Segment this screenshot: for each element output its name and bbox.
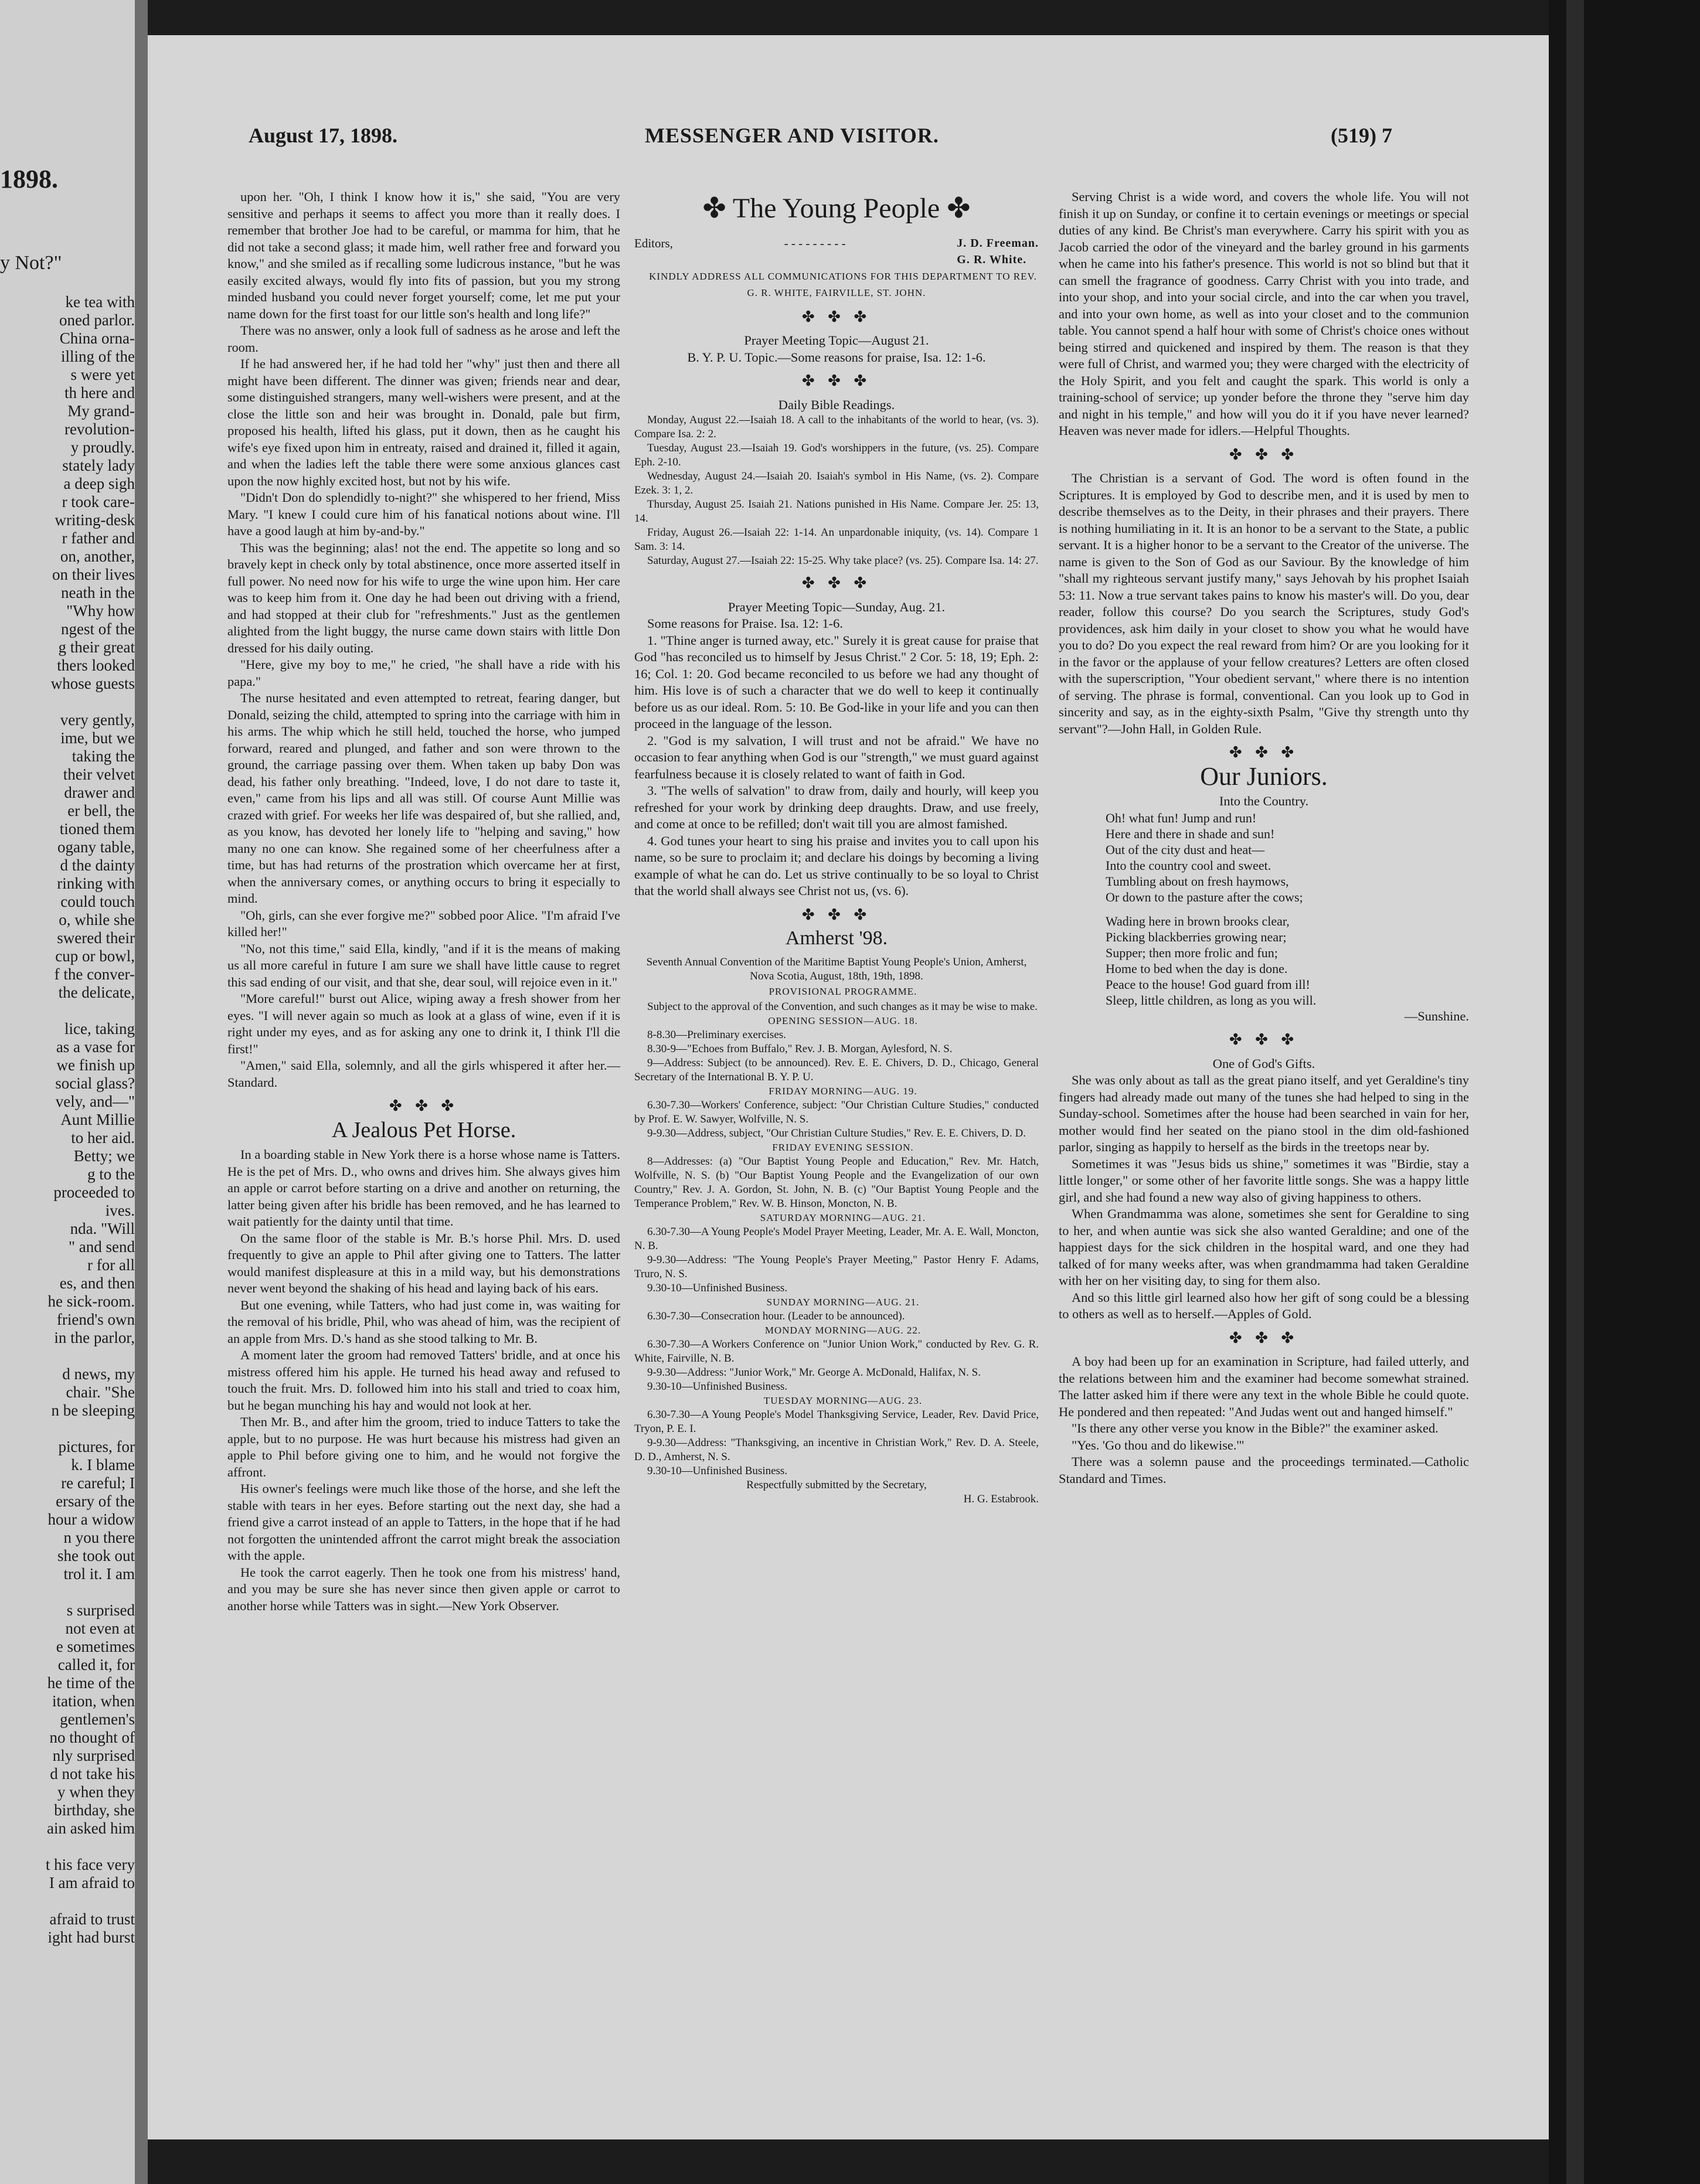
reading-item: Tuesday, August 23.—Isaiah 19. God's worshippers in the future, (vs. 25). Compare Eph. 2-10. [634, 442, 1039, 468]
paragraph: On the same floor of the stable is Mr. B.'s horse Phil. Mrs. D. used frequently to give an apple to Phil after giving one to Tatters. The latter would manifest displeasure at this in a mild way, but his demonstrations never went beyond the shaking of his head and laying back of his ears. [227, 1230, 620, 1295]
paragraph: "Didn't Don do splendidly to-night?" she whispered to her friend, Miss Mary. "I knew I could cure him of his fanatical notions about wine. I'll have a good laugh at him by-and-by." [227, 490, 620, 538]
session-item: 6.30-7.30—Consecration hour. (Leader to be announced). [647, 1310, 905, 1322]
paragraph: 4. God tunes your heart to sing his praise and invites you to call upon his name, so be sure to proclaim it; and declare his doings by becoming a living example of what he can do. Let us strive continually to be so loyal to Christ that the world shall always see Christ not us, (vs. 6). [634, 833, 1039, 898]
address-note: KINDLY ADDRESS ALL COMMUNICATIONS FOR THIS DEPARTMENT TO REV. G. R. WHITE, FAIRVILLE, ST. JOHN. [649, 270, 1037, 298]
paragraph: "Amen," said Ella, solemnly, and all the girls whispered it after her.—Standard. [227, 1058, 620, 1090]
poem-line: Tumbling about on fresh haymows, [1106, 873, 1289, 889]
poem-line: Peace to the house! God guard from ill! [1106, 977, 1310, 992]
paragraph: And so this little girl learned also how her gift of song could be a blessing to others as well as to herself.—Apples of Gold. [1059, 1290, 1469, 1321]
session-item: 8-8.30—Preliminary exercises. [647, 1029, 786, 1041]
paragraph: upon her. "Oh, I think I know how it is," she said, "You are very sensitive and perhaps it seems to affect you more than it really does. I remember that brother Joe had to be careful, or mamma for him, that he did not take a second glass; it made him, well rather free and forward you know," and she smiled as if recalling some ludicrous instance, "but he was easily excited always, would fly into fits of passion, but you my strong minded husband you could never forget yourself; come, let me put your name down for the first toast for our little son's health and long life?" [227, 189, 620, 321]
session-item: 9.30-10—Unfinished Business. [647, 1380, 788, 1393]
section-divider: ✤ ✤ ✤ [1229, 1031, 1299, 1048]
servant-article [1059, 470, 1469, 737]
paragraph: His owner's feelings were much like those of the horse, and she left the stable with tears in her eyes. Before starting out the next day, she had a friend give a carrot instead of an apple to Tatters, in the hope that if he had not forgotten the unintended affront the carrot might break the association with the apple. [227, 1481, 620, 1563]
section-divider: ✤ ✤ ✤ [1229, 1329, 1299, 1346]
session-heading: SATURDAY MORNING—AUG. 21. [760, 1212, 926, 1223]
section-divider: ✤ ✤ ✤ [389, 1097, 459, 1114]
sunday-topic-body [634, 632, 1039, 900]
poem-line: Supper; then more frolic and fun; [1106, 945, 1278, 960]
paragraph: She was only about as tall as the great piano itself, and yet Geraldine's tiny fingers had already made out many of the tunes she had helped to sing in the Sunday-school. Sometimes after the house had been searched in vain for her, mother would find her seated on the piano stool in the dim old-fashioned parlor, singing as happily to herself as the birds in the treetops near by. [1059, 1073, 1469, 1154]
paragraph: There was no answer, only a look full of sadness as he arose and left the room. [227, 323, 620, 355]
session-item: 6.30-7.30—A Workers Conference on "Junior Union Work," conducted by Rev. G. R. White, Fairville, N. B. [634, 1338, 1039, 1365]
section-divider: ✤ ✤ ✤ [801, 308, 872, 325]
paragraph: 2. "God is my salvation, I will trust and not be afraid." We have no occasion to fear anything when God is our "strength," we must guard against fearfulness because it is closely related to want of faith in God. [634, 733, 1039, 781]
bypu-topic: B. Y. P. U. Topic.—Some reasons for praise, Isa. 12: 1-6. [687, 349, 986, 365]
poem-stanza-1 [1106, 810, 1469, 905]
session-heading: FRIDAY EVENING SESSION. [772, 1142, 914, 1153]
editors-row [634, 235, 1039, 268]
session-item: 9.30-10—Unfinished Business. [647, 1465, 788, 1477]
editors-dashes: - - - - - - - - - [784, 236, 846, 250]
session-item: 6.30-7.30—A Young People's Model Thanksgiving Service, Leader, Rev. David Price, Tryon, P. E. I. [634, 1409, 1039, 1435]
paragraph: A boy had been up for an examination in Scripture, had failed utterly, and the relations between him and the examiner had become somewhat strained. The latter asked him if there were any text in the whole Bible he could quote. He pondered and then repeated: "And Judas went out and hanged himself." [1059, 1354, 1469, 1419]
paragraph: "Yes. 'Go thou and do likewise.'" [1072, 1437, 1245, 1452]
poem-line: Oh! what fun! Jump and run! [1106, 810, 1257, 825]
our-juniors-title: Our Juniors. [1200, 761, 1328, 791]
poem-title: Into the Country. [1219, 794, 1309, 808]
poem-line: Sleep, little children, as long as you will. [1106, 992, 1317, 1008]
paragraph: Then Mr. B., and after him the groom, tried to induce Tatters to take the apple, but to no purpose. He was hurt because his mistress had given an apple to Phil before giving one to him, and he would not forgive the affront. [227, 1414, 620, 1479]
paragraph: If he had answered her, if he had told her "why" just then and there all might have been different. The dinner was given; friends near and dear, some distinguished strangers, many well-wishers were present, and at the close the little son and heir was brought in. Donald, pale but firm, proposed his health, lifted his glass, put it down, then as he caught his wife's eye fixed upon him in entreaty, raised and drained it, filled it again, and when the ladies left the table there were some anxious glances cast upon the now highly excited host, but not by his wife. [227, 356, 620, 488]
sunday-topic: Prayer Meeting Topic—Sunday, Aug. 21. [727, 599, 946, 614]
poem-line: Here and there in shade and sun! [1106, 826, 1275, 841]
paragraph: "No, not this time," said Ella, kindly, "and if it is the means of making us all more careful in future I am sure we shall have little cause to regret this sad ending of our visit, and that she, dear soul, will rejoice even in it." [227, 941, 620, 989]
session-item: 9-9.30—Address, subject, "Our Christian Culture Studies," Rev. E. E. Chivers, D. D. [647, 1127, 1026, 1139]
session-item: 6.30-7.30—A Young People's Model Prayer Meeting, Leader, Mr. A. E. Wall, Moncton, N. B. [634, 1226, 1039, 1252]
paragraph: Sometimes it was "Jesus bids us shine," sometimes it was "Birdie, stay a little longer," or some other of her favorite little songs. She was a happy little girl, and she had found a new way also of giving happiness to others. [1059, 1156, 1469, 1205]
section-divider: ✤ ✤ ✤ [801, 906, 872, 923]
session-item: 9.30-10—Unfinished Business. [647, 1282, 788, 1294]
paragraph: When Grandmamma was alone, sometimes she sent for Geraldine to sing to her, and when auntie was sick she also wanted Geraldine; and one of the happiest days for the sick children in the hospital ward, and one they had talked of for many weeks after, was when grandmamma had taken Geraldine with her on her visiting day, to sing for them also. [1059, 1206, 1469, 1288]
examination-anecdote [1059, 1353, 1469, 1487]
previous-page-year: 1898. [0, 165, 58, 193]
serving-christ-article [1059, 189, 1469, 440]
gift-title: One of God's Gifts. [1212, 1056, 1315, 1071]
page-number: (519) 7 [1331, 124, 1392, 147]
poem-credit: —Sunshine. [1404, 1008, 1469, 1023]
editor-2: G. R. White. [957, 253, 1027, 266]
horse-article-title: A Jealous Pet Horse. [331, 1117, 516, 1142]
poem-line: Wading here in brown brooks clear, [1106, 913, 1290, 928]
session-item: 8.30-9—"Echoes from Buffalo," Rev. J. B. Morgan, Aylesford, N. S. [647, 1043, 953, 1055]
paragraph: The Christian is a servant of God. The word is often found in the Scriptures. It is employed by God to describe men, and it is used by men to describe themselves as to the Deity, in their phrases and their prayers. There is nothing humiliating in it. It is an honor to be a servant to the State, a public servant. It is a higher honor to be a servant to the Creator of the universe. The name is given to the Son of God as our Saviour. By the knowledge of him "shall my righteous servant justify many," says Jehovah by his prophet Isaiah 53: 11. Now a true servant takes pains to know his master's will. Do you, dear reader, follow this course? Do you search the Scriptures, study God's providences, ask him daily in your closet to show you what he would have you to do? Do you expect the real reward from him? Or are you looking for it in the favor or the applause of your fellow creatures? Letters are often closed with the superscription, "Your obedient servant," where there is no intention of serving. The phrase is formal, conventional. Can you look up to God in sincerity and say, as in the eighty-sixth Psalm, "Give thy strength unto thy servant"?—John Hall, in Golden Rule. [1059, 471, 1469, 736]
paragraph: Serving Christ is a wide word, and covers the whole life. You will not finish it up on Sunday, or confine it to certain evenings or meetings or special duties of any kind. Be Christ's man everywhere. Carry his spirit with you as Jacob carried the odor of the vineyard and the barley ground in his garments when he came into his father's presence. This world is not so blind but that it can smell the fragrance of goodness. Carry Christ with you into trade, and into your shop, and into your social circle, and into the car when you travel, and into your own home, as well as into your closet and to the communion table. You cannot spend a half hour with some of Christ's choice ones without being stirred and quickened and inspired by them. The reason is that they were full of Christ, and warmed you; they were charged with the electricity of the Holy Spirit, and you felt and caught the spark. This world is only a training-school of service; up yonder before the throne they "serve him day and night in his temple," and how will you do it if you have never learned? Heaven was never made for idlers.—Helpful Thoughts. [1059, 189, 1469, 438]
provisional-programme: PROVISIONAL PROGRAMME. [769, 985, 917, 997]
section-divider: ✤ ✤ ✤ [801, 574, 872, 591]
session-item: 9-9.30—Address: "Thanksgiving, an incentive in Christian Work," Rev. D. A. Steele, D. D., Amherst, N. S. [634, 1437, 1039, 1463]
editor-names [957, 235, 1039, 268]
poem-line: Picking blackberries growing near; [1106, 929, 1287, 944]
session-heading: MONDAY MORNING—AUG. 22. [764, 1325, 922, 1336]
signoff: Respectfully submitted by the Secretary, [746, 1479, 927, 1491]
amherst-subtitle: Seventh Annual Convention of the Maritime Baptist Young People's Union, Amherst, Nova Scotia, August, 18th, 19th, 1898. [646, 955, 1027, 982]
poem-line: Or down to the pasture after the cows; [1106, 889, 1303, 904]
young-people-title: ✤ The Young People ✤ [702, 193, 971, 224]
column-2 [634, 189, 1039, 1506]
page-gutter [135, 0, 148, 2184]
session-item: 9-9.30—Address: "The Young People's Prayer Meeting," Pastor Henry F. Adams, Truro, N. S. [634, 1254, 1039, 1280]
gift-article [1059, 1072, 1469, 1323]
paragraph: "Is there any other verse you know in the Bible?" the examiner asked. [1072, 1421, 1439, 1435]
poem-line: Out of the city dust and heat— [1106, 842, 1265, 857]
previous-page-title-fragment: y Not?" [0, 252, 62, 274]
session-item: 6.30-7.30—Workers' Conference, subject: "Our Christian Culture Studies," conducted by Prof. E. W. Sawyer, Wolfville, N. S. [634, 1099, 1039, 1125]
session-heading: OPENING SESSION—AUG. 18. [768, 1015, 918, 1026]
paragraph: "Oh, girls, can she ever forgive me?" sobbed poor Alice. "I'm afraid I've killed her!" [227, 907, 620, 939]
session-item: 9-9.30—Address: "Junior Work," Mr. George A. McDonald, Halifax, N. S. [647, 1366, 981, 1379]
reading-item: Monday, August 22.—Isaiah 18. A call to the inhabitants of the world to hear, (vs. 3). Compare Isa. 2: 2. [634, 414, 1039, 440]
reading-item: Thursday, August 25. Isaiah 21. Nations punished in His Name. Compare Jer. 25: 13, 14. [634, 498, 1039, 525]
reading-item: Friday, August 26.—Isaiah 22: 1-14. An unpardonable iniquity, (vs. 14). Compare 1 Sam. 3: 14. [634, 526, 1039, 553]
paragraph: He took the carrot eagerly. Then he took one from his mistress' hand, and you may be sure she has never since then given apple or carrot to another horse while Tatters was in sight.—New York Observer. [227, 1564, 620, 1613]
newspaper-title: MESSENGER AND VISITOR. [645, 124, 939, 147]
paragraph: "More careful!" burst out Alice, wiping away a fresh shower from her eyes. "I will never again so much as look at a glass of wine, even if it is right under my eyes, and as for asking any one to drink it, I think I'll die first!" [227, 991, 620, 1056]
paragraph: 3. "The wells of salvation" to draw from, daily and hourly, will keep you refreshed for your work by drinking deep draughts. Draw, and use freely, and come at once to be refilled; don't wait till you are almost famished. [634, 783, 1039, 831]
section-divider: ✤ ✤ ✤ [801, 372, 872, 389]
previous-page-fragment [0, 0, 135, 2184]
daily-readings-title: Daily Bible Readings. [778, 397, 895, 412]
poem-line: Home to bed when the day is done. [1106, 961, 1288, 976]
paragraph: In a boarding stable in New York there is a horse whose name is Tatters. He is the pet of Mrs. D., who owns and drives him. She always gives him an apple or carrot before starting on a drive and another on returning, the latter being given after his bridle has been removed, and he has learned to wait patiently for the dainty until that time. [227, 1147, 620, 1229]
paragraph: But one evening, while Tatters, who had just come in, was waiting for the removal of his bridle, Phil, who was ahead of him, was the recipient of an apple from Mrs. D.'s hand as she stood talking to Mr. B. [227, 1297, 620, 1346]
sunday-subtitle: Some reasons for Praise. Isa. 12: 1-6. [647, 616, 843, 631]
daily-readings-list [634, 413, 1039, 568]
paragraph: There was a solemn pause and the proceedings terminated.—Catholic Standard and Times. [1059, 1454, 1469, 1486]
poem-stanza-2 [1106, 913, 1469, 1008]
previous-page-text: ke tea with oned parlor. China orna- illing of the s were yet th here and My grand- revolution- y proudly. stately lady a deep sigh r took care- writing-desk r father and on, another, on their lives neath in the "Why how ngest of the g their great thers looked whose guests very gently, ime, but we taking the their velvet drawer and er bell, the tioned them ogany table, d the dainty rinking with could touch o, while she swered their cup or bowl, f the conver- the delicate, lice, taking as a vase for we finish up social glass? vely, and—" Aunt Millie to her aid. Betty; we g to the proceeded to ives. nda. "Will " and send r for all es, and then he sick-room. friend's own in the parlor, d news, my chair. "She n be sleeping pictures, for k. I blame re careful; I ersary of the hour a widow n you there she took out trol it. I am s surprised not even at e sometimes called it, for he time of the itation, when gentlemen's no thought of nly surprised d not take his y when they birthday, she ain asked him t his face very I am afraid to afraid to trust ight had burst [45, 293, 135, 1946]
paragraph: "Here, give my boy to me," he cried, "he shall have a ride with his papa." [227, 657, 620, 689]
session-heading: TUESDAY MORNING—AUG. 23. [763, 1395, 923, 1406]
binding-edge [1549, 0, 1700, 2184]
paragraph: 1. "Thine anger is turned away, etc." Surely it is great cause for praise that God "has reconciled us to himself by Jesus Christ." 2 Cor. 5: 18, 19; Eph. 2: 16; Col. 1: 20. God became reconciled to us before we had any thought of him. His love is of such a character that we do well to keep it continually before us as our ideal. Rom. 5: 10. Be God-like in your life and you can then proceed in the language of the lesson. [634, 632, 1039, 731]
section-divider: ✤ ✤ ✤ [1229, 744, 1299, 761]
poem-line: Into the country cool and sweet. [1106, 858, 1271, 873]
session-heading: SUNDAY MORNING—AUG. 21. [766, 1297, 920, 1308]
session-item: 8—Addresses: (a) "Our Baptist Young People and Education," Rev. Mr. Hatch, Wolfville, N. S. (b) "Our Baptist Young People and the Evangelization of our own Country," Rev. J. A. Gordon, St. John, N. B. (c) "Our Baptist Young People and the Temperance Problem," Rev. W. B. Hinson, Moncton, N. B. [634, 1155, 1039, 1210]
secretary-name: H. G. Estabrook. [963, 1493, 1039, 1505]
section-divider: ✤ ✤ ✤ [1229, 445, 1299, 463]
reading-item: Saturday, August 27.—Isaiah 22: 15-25. Why take place? (vs. 25). Compare Isa. 14: 27. [647, 554, 1039, 567]
issue-date: August 17, 1898. [249, 124, 398, 147]
paragraph: The nurse hesitated and even attempted to retreat, fearing danger, but Donald, seizing the child, attempted to spring into the carriage with him in his arms. The whip which he still held, touched the horse, who jumped forward, reared and plunged, and father and son were thrown to the ground, the carriage passing over them. When taken up baby Don was dead, his father only breathing. "Indeed, love, I do not dare to taste it, even," came from his lips and all was still. Of course Aunt Millie was crazed with grief. For weeks her life was despaired of, but she rallied, and, as you know, has devoted her lonely life to "helping and saving," how many no one can know. She regained some of her cheerfulness after a time, but has had returns of the prostration which overcame her at first, when the anniversary comes, or anything occurs to bring it especially to mind. [227, 690, 620, 906]
story-continued [227, 189, 620, 1091]
prayer-topic: Prayer Meeting Topic—August 21. [744, 333, 929, 348]
horse-article-body [227, 1147, 620, 1614]
session-item: 9—Address: Subject (to be announced). Rev. E. E. Chivers, D. D., Chicago, General Secretary of the International B. Y. P. U. [634, 1057, 1039, 1083]
paragraph: This was the beginning; alas! not the end. The appetite so long and so bravely kept in check only by total abstinence, once more asserted itself in full power. No need now for his wife to urge the wine upon him. Her care was to keep him from it. One day he had been out driving with a friend, and had stopped at their club for "refreshments." Just as the gentlemen alighted from the light buggy, the nurse came down stairs with little Don dressed for his daily outing. [227, 540, 620, 655]
convention-sessions [634, 1014, 1039, 1478]
editors-label: Editors, [634, 236, 673, 250]
paragraph: A moment later the groom had removed Tatters' bridle, and at once his mistress offered him his apple. He turned his head away and refused to touch the fruit. Mrs. D. followed him into his stall and tried to coax him, but he began munching his hay and would not look at her. [227, 1348, 620, 1413]
session-heading: FRIDAY MORNING—AUG. 19. [769, 1086, 917, 1097]
reading-item: Wednesday, August 24.—Isaiah 20. Isaiah's symbol in His Name, (vs. 2). Compare Ezek. 3: 1, 2. [634, 470, 1039, 496]
amherst-title: Amherst '98. [785, 927, 888, 949]
editor-1: J. D. Freeman. [957, 236, 1039, 250]
column-1 [227, 189, 620, 1614]
column-3 [1059, 189, 1469, 1487]
programme-note: Subject to the approval of the Convention, and such changes as it may be wise to make. [647, 1001, 1038, 1013]
